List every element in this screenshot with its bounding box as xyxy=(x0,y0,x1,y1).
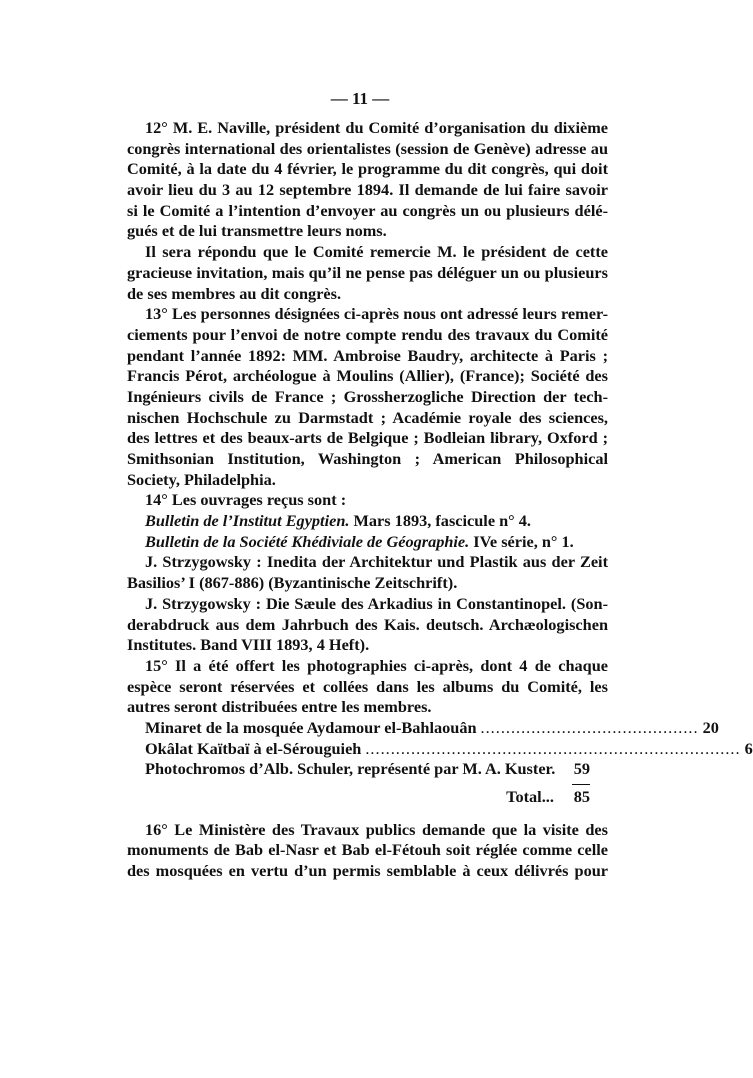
photo-row xyxy=(145,759,590,780)
publication-details: IVe série, n° 1. xyxy=(469,531,574,551)
text-line: pendant l’année 1892: MM. Ambroise Baudry, architecte à Paris ; xyxy=(127,345,608,365)
text-line: de ses membres au dit congrès. xyxy=(127,283,342,303)
text-line: gués et de lui transmettre leurs noms. xyxy=(127,221,387,241)
text-line: autres seront distribuées entre les membres. xyxy=(127,697,432,717)
photo-count: 59 xyxy=(573,759,590,779)
total-label: Total... xyxy=(506,787,554,806)
publication-title: Bulletin de l’Institut Egyptien. xyxy=(145,511,350,531)
total-row xyxy=(145,787,590,808)
text-line: Ingénieurs civils de France ; Grossherzogliche Direction der tech- xyxy=(127,386,608,406)
text-line: gracieuse invitation, mais qu’il ne pense pas déléguer un ou plusieurs xyxy=(127,262,608,282)
photographs-list xyxy=(127,717,753,808)
text-line: Institutes. Band VIII 1893, 4 Heft). xyxy=(127,635,370,655)
paragraph-12-reply xyxy=(127,242,608,304)
text-line: des mosquées en vertu d’un permis semblable à ceux délivrés pour xyxy=(127,861,608,881)
strzygowsky-saeule xyxy=(127,594,608,656)
paragraph-12 xyxy=(127,118,608,242)
bulletin-societe-geographie xyxy=(127,532,608,553)
text-line: monuments de Bab el-Nasr et Bab el-Fétouh soit réglée comme celle xyxy=(127,840,608,860)
photo-row xyxy=(145,717,719,739)
paragraph-16 xyxy=(127,820,608,882)
text-line: derabdruck aus dem Jahrbuch des Kais. deutsch. Archæologischen xyxy=(127,614,608,634)
text-line: Comité, à la date du 4 février, le programme du dit congrès, qui doit xyxy=(127,159,608,179)
photo-label: Photochromos d’Alb. Schuler, représenté par M. A. Kuster. xyxy=(145,759,556,779)
photo-label: Okâlat Kaïtbaï à el-Sérouguieh xyxy=(145,738,362,758)
total-value: 85 xyxy=(573,787,590,806)
text-line: Francis Pérot, archéologue à Moulins (Allier), (France); Société des xyxy=(127,366,608,386)
text-line: 13° Les personnes désignées ci-après nous ont adressé leurs remer- xyxy=(145,304,608,324)
text-line: Society, Philadelphia. xyxy=(127,469,276,489)
text-line: Il sera répondu que le Comité remercie M. le président de cette xyxy=(145,242,608,262)
text-line: avoir lieu du 3 au 12 septembre 1894. Il demande de lui faire savoir xyxy=(127,180,608,200)
page-number: — 11 — xyxy=(330,89,390,108)
dot-leader: .......................................................................... xyxy=(365,738,741,758)
text-line: ciements pour l’envoi de notre compte rendu des travaux du Comité xyxy=(127,324,608,344)
text-line: espèce seront réservées et collées dans les albums du Comité, les xyxy=(127,676,608,696)
text-line: Smithsonian Institution, Washington ; American Philosophical xyxy=(127,449,608,468)
text-line: congrès international des orientalistes (session de Genève) adresse au xyxy=(127,138,608,158)
paragraph-13 xyxy=(127,304,608,490)
photo-count: 20 xyxy=(702,717,719,737)
strzygowsky-inedita xyxy=(127,552,608,593)
text-line: 16° Le Ministère des Travaux publics demande que la visite des xyxy=(145,819,608,839)
bulletin-institut-egyptien xyxy=(127,511,608,532)
paragraph-15 xyxy=(127,656,608,718)
photo-row xyxy=(145,738,753,760)
text-line: J. Strzygowsky : Inedita der Architektur und Plastik aus der Zeit xyxy=(145,552,608,572)
publication-details: Mars 1893, fascicule n° 4. xyxy=(349,511,531,531)
photo-count: 6 xyxy=(744,738,753,758)
text-line: Basilios’ I (867-886) (Byzantinische Zeitschrift). xyxy=(127,573,458,593)
text-line: 15° Il a été offert les photographies ci-après, dont 4 de chaque xyxy=(145,655,608,675)
sum-rule xyxy=(572,784,590,785)
text-line: nischen Hochschule zu Darmstadt ; Académie royale des sciences, xyxy=(127,407,608,427)
text-line: des lettres et des beaux-arts de Belgique ; Bodleian library, Oxford ; xyxy=(127,428,608,448)
text-line: J. Strzygowsky : Die Sæule des Arkadius in Constantinopel. (Son- xyxy=(145,593,608,613)
publication-title: Bulletin de la Société Khédiviale de Géographie. xyxy=(145,531,470,551)
paragraph-14: 14° Les ouvrages reçus sont : xyxy=(145,490,347,510)
text-line: si le Comité a l’intention d’envoyer au congrès un ou plusieurs délé- xyxy=(127,200,608,220)
photo-label: Minaret de la mosquée Aydamour el-Bahlaouân xyxy=(145,717,477,737)
dot-leader: ........................................... xyxy=(480,717,699,737)
text-line: 12° M. E. Naville, président du Comité d’organisation du dixième xyxy=(145,118,608,137)
page-body xyxy=(127,118,753,882)
